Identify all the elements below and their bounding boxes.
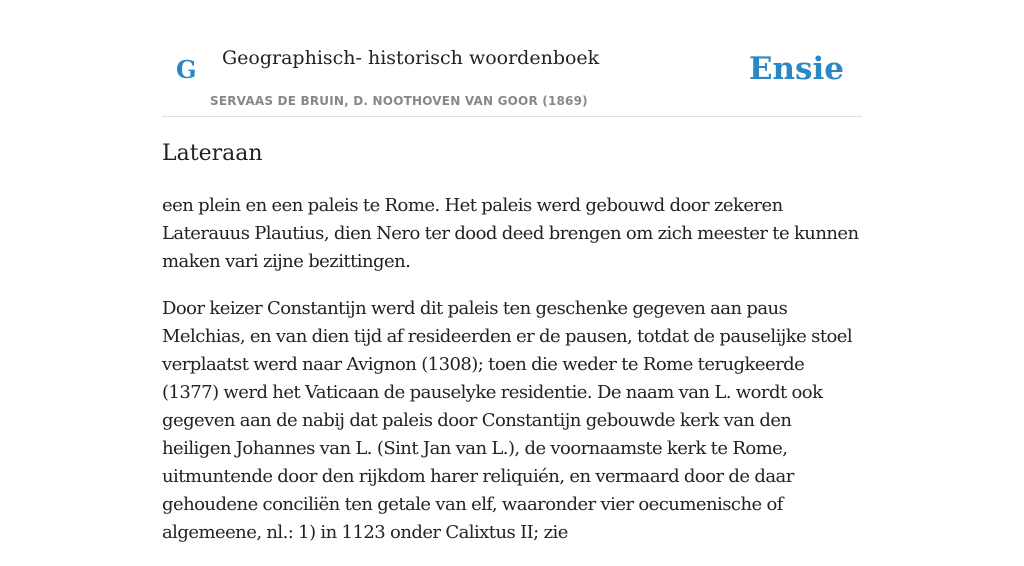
book-title[interactable]: Geographisch- historisch woordenboek bbox=[222, 47, 600, 69]
site-header bbox=[162, 0, 862, 117]
book-logo-icon[interactable]: G bbox=[176, 55, 197, 84]
ensie-logo-link[interactable]: Ensie bbox=[748, 51, 844, 87]
entry-paragraph: Door keizer Constantijn werd dit paleis ten geschenke gegeven aan paus Melchias, en van dien tijd af resideerden er de pausen, totdat de pauselijke stoel verplaatst werd naar Avignon (1308); toen die weder te Rome terugkeerde (1377) werd het Vaticaan de pauselyke residentie. De naam van L. wordt ook gegeven aan de nabij dat paleis door Constantijn gebouwde kerk van den heiligen Johannes van L. (Sint Jan van L.), de voornaamste kerk te Rome, uitmuntende door den rijkdom harer reliquién, en vermaard door de daar gehoudene conciliën ten getale van elf, waaronder vier oecumenische of algemeene, nl.: 1) in 1123 onder Calixtus II; zie bbox=[162, 298, 853, 543]
entry-title: Lateraan bbox=[162, 141, 263, 166]
entry-paragraph: een plein en een paleis te Rome. Het paleis werd gebouwd door zekeren Laterauus Plautius, dien Nero ter dood deed brengen om zich meester te kunnen maken vari zijne bezittingen. bbox=[162, 195, 859, 272]
entry-body bbox=[162, 192, 864, 566]
book-author: SERVAAS DE BRUIN, D. NOOTHOVEN VAN GOOR (1869) bbox=[210, 94, 588, 108]
